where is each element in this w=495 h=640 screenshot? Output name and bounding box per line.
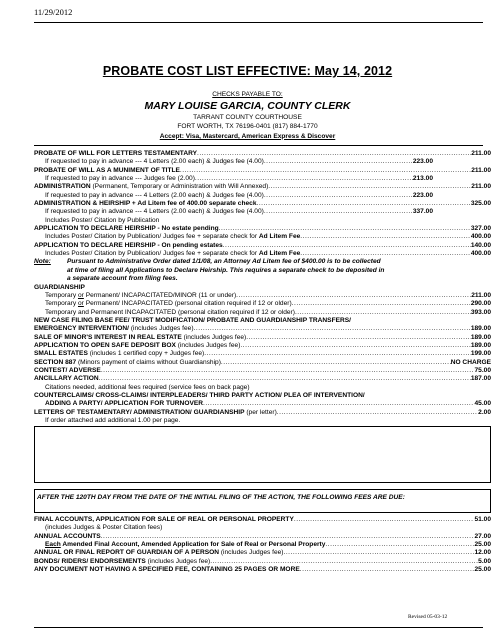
fee-note: (includes Judges fee) (219, 549, 284, 557)
note-line: a separate account from filing fees. (67, 275, 178, 283)
fee-label: PROBATE OF WILL AS A MUNIMENT OF TITLE (34, 166, 180, 174)
fee-label: ADMINISTRATION (34, 183, 91, 191)
fee-row (34, 334, 491, 342)
note-line: Pursuant to Administrative Order dated 1/1/08, an Attorney Ad Litem fee of $400.00 is to be collected (67, 258, 381, 266)
fee-label: ANNUAL ACCOUNTS (34, 532, 101, 540)
fee-row (34, 150, 491, 158)
fee-amount: 199.00 (470, 350, 491, 358)
fee-amount: 290.00 (470, 300, 491, 308)
section-rule (34, 145, 483, 146)
fee-row (34, 217, 491, 225)
fee-label: APPLICATION TO DECLARE HEIRSHIP - On pending estates (34, 241, 223, 249)
fee-row (34, 167, 491, 175)
fee-list (34, 150, 491, 425)
fee-label: NEW CASE FILING BASE FEE/ TRUST MODIFICATION/ PROBATE AND GUARDIANSHIP TRANSFERS/ (34, 316, 351, 324)
fee-row (34, 533, 491, 541)
fee-row (34, 549, 491, 557)
fee-label: Temporary and Permanent INCAPACITATED (personal citation required if 12 or older) (45, 308, 295, 316)
fee-row (34, 400, 491, 408)
fee-row (34, 342, 491, 350)
fee-label: COUNTERCLAIMS/ CROSS-CLAIMS/ INTERPLEADERS/ THIRD PARTY ACTION/ PLEA OF INTERVENTION/ (34, 391, 365, 399)
fee-amount: 211.00 (471, 150, 491, 157)
fee-row (34, 233, 491, 241)
fee-note: (includes 1 certified copy + Judges fee) (87, 350, 205, 358)
fee-row (34, 225, 491, 233)
fee-row (34, 359, 491, 367)
section-heading: GUARDIANSHIP (34, 283, 85, 291)
fee-row (34, 350, 491, 358)
fee-row (34, 375, 491, 383)
fee-amount: 51.00 (474, 516, 491, 523)
fee-label: Includes Poster/ Citation by Publication (45, 216, 160, 224)
fee-amount: 2.00 (478, 408, 491, 416)
fee-row (34, 417, 491, 425)
fee-amount: 223.00 (412, 158, 433, 166)
each-label: Each (45, 541, 61, 549)
fee-row (34, 392, 491, 400)
fee-row (34, 566, 491, 574)
fee-label: SMALL ESTATES (34, 350, 88, 358)
fee-row (34, 183, 491, 191)
fee-row (34, 309, 491, 317)
page-title: PROBATE COST LIST EFFECTIVE: May 14, 2012 (102, 64, 393, 78)
fee-label: SALE OF MINOR'S INTEREST IN REAL ESTATE (34, 333, 182, 341)
fee-label: LETTERS OF TESTAMENTARY/ ADMINISTRATION/ GUARDIANSHIP (34, 408, 245, 416)
fee-row: Temporary or Permanent/ INCAPACITATED/MINOR (11 or under) ..... 211.00 (34, 292, 491, 300)
fee-label: Includes Poster/ Citation by Publication/ Judges fee + separate check for (45, 233, 259, 241)
fee-label: ANCILLARY ACTION (34, 375, 99, 383)
fee-label: If requested to pay in advance --- 4 Letters (2.00 each) & Judges fee (4.00) (45, 208, 264, 216)
fee-label: ADMINISTRATION & HEIRSHIP + Ad Litem fee of 400.00 separate check (34, 200, 257, 208)
address-line-2: FORT WORTH, TX 76196-0401 (817) 884-1770 (177, 123, 318, 131)
fee-note: (per letter) (244, 408, 277, 416)
fee-amount: 213.00 (412, 175, 433, 183)
fee-label: APPLICATION TO DECLARE HEIRSHIP - No estate pending (34, 225, 219, 233)
fee-amount: NO CHARGE (450, 358, 491, 366)
fee-row (34, 516, 491, 524)
fee-amount: 140.00 (470, 241, 491, 249)
fee-label: Amended Final Account, Amended Application for Sale of Real or Personal Property (60, 541, 326, 549)
fee-amount: 27.00 (474, 532, 491, 540)
fee-row (34, 284, 491, 292)
fee-label: Includes Poster/ Citation by Publication/ Judges fee + separate check for (45, 250, 259, 258)
fee-row (34, 208, 491, 216)
fee-amount: 400.00 (470, 250, 491, 258)
fee-row: Temporary or Permanent/ INCAPACITATED (personal citation required if 12 or older) ..... 290.00 (34, 300, 491, 308)
fee-label: SECTION 887 (34, 358, 77, 366)
fee-label: PROBATE OF WILL FOR LETTERS TESTAMENTARY (34, 150, 198, 157)
fee-amount: 211.00 (471, 183, 491, 191)
fee-label: If requested to pay in advance --- Judges fee (2.00) (45, 175, 195, 183)
fee-label: If order attached add additional 1.00 per page. (45, 417, 181, 424)
fee-amount: 337.00 (412, 208, 433, 216)
fee-note: (includes Judges fee) (175, 341, 241, 349)
fee-note: (includes Judges fee) (181, 333, 247, 341)
fee-label: If requested to pay in advance --- 4 Letters (2.00 each) & Judges fee (4.00) (45, 191, 264, 199)
fee-amount: 325.00 (470, 200, 491, 208)
fee-amount: 5.00 (478, 557, 491, 565)
fee-amount: 211.00 (471, 166, 491, 174)
fee-row (34, 541, 491, 549)
fee-label: APPLICATION TO OPEN SAFE DEPOSIT BOX (34, 341, 176, 349)
fee-row (34, 367, 491, 375)
fee-list-box (34, 426, 491, 483)
fee-label: CONTEST/ ADVERSE (34, 366, 101, 374)
fee-row (34, 317, 491, 325)
note-label: Note: (34, 258, 51, 266)
fee-note: (Permanent, Temporary or Administration with Will Annexed) (90, 183, 269, 191)
fee-amount: 75.00 (474, 366, 491, 374)
fee-label: ANNUAL OR FINAL REPORT OF GUARDIAN OF A PERSON (34, 549, 219, 557)
fee-label: FINAL ACCOUNTS, APPLICATION FOR SALE OF REAL OR PERSONAL PROPERTY (34, 516, 294, 523)
fee-row (34, 158, 491, 166)
fee-amount: 45.00 (474, 400, 491, 408)
fee-label: EMERGENCY INTERVENTION/ (34, 325, 130, 333)
fee-row (34, 200, 491, 208)
fee-amount: 400.00 (470, 233, 491, 241)
bottom-rule (34, 627, 483, 628)
fee-label: Citations needed, additional fees required (service fees on back page) (45, 383, 250, 391)
print-date: 11/29/2012 (34, 7, 73, 17)
fee-row (34, 250, 491, 258)
revised-date: Revised 05-03-12 (408, 614, 448, 620)
fee-row (34, 192, 491, 200)
fee-row (34, 524, 491, 532)
fee-amount: 223.00 (412, 191, 433, 199)
fee-label: (includes Judges & Poster Citation fees) (45, 524, 163, 532)
checks-payable-label: CHECKS PAYABLE TO: (212, 91, 283, 98)
fee-label: BONDS/ RIDERS/ ENDORSEMENTS (34, 557, 146, 565)
fee-amount: 189.00 (470, 341, 491, 349)
fee-note: (includes Judges fee) (145, 557, 211, 565)
address-line-1: TARRANT COUNTY COURTHOUSE (193, 113, 302, 121)
ad-litem-label: Ad Litem Fee (258, 233, 301, 241)
fee-row (34, 242, 491, 250)
fee-amount: 393.00 (470, 308, 491, 316)
fee-label: ADDING A PARTY/ APPLICATION FOR TURNOVER (45, 400, 204, 408)
fee-amount: 327.00 (470, 225, 491, 233)
clerk-name: MARY LOUISE GARCIA, COUNTY CLERK (144, 99, 351, 112)
fee-row (34, 409, 491, 417)
fee-amount: 211.00 (471, 291, 491, 299)
top-rule (34, 22, 483, 23)
accepted-cards: Accept: Visa, Mastercard, American Express & Discover (159, 132, 336, 140)
fee-amount: 189.00 (470, 333, 491, 341)
late-fee-notice: AFTER THE 120TH DAY FROM THE DATE OF THE INITIAL FILING OF THE ACTION, THE FOLLOWING FEES ARE DUE: (37, 494, 405, 501)
ad-litem-label: Ad Litem Fee (258, 250, 301, 258)
fee-label: If requested to pay in advance --- 4 Letters (2.00 each) & Judges fee (4.00) (45, 158, 264, 166)
fee-row (34, 325, 491, 333)
fee-note: (includes Judges fee) (129, 325, 194, 333)
payee-header (0, 90, 495, 141)
fee-row (34, 558, 491, 566)
fee-amount: 25.00 (474, 541, 491, 549)
fee-row (34, 384, 491, 392)
note-line: at time of filing all Applications to Declare Heirship. This requires a separate check to be deposited in (67, 266, 385, 274)
ad-litem-note (34, 258, 491, 283)
fee-amount: 25.00 (474, 566, 491, 574)
fee-label: ANY DOCUMENT NOT HAVING A SPECIFIED FEE, CONTAINING 25 PAGES OR MORE (34, 566, 300, 574)
fee-amount: 12.00 (474, 549, 491, 557)
fee-note: (Minors payment of claims without Guardianship) (76, 358, 221, 366)
late-fee-list (34, 516, 491, 574)
fee-amount: 187.00 (470, 375, 491, 383)
fee-amount: 189.00 (470, 325, 491, 333)
fee-row (34, 175, 491, 183)
